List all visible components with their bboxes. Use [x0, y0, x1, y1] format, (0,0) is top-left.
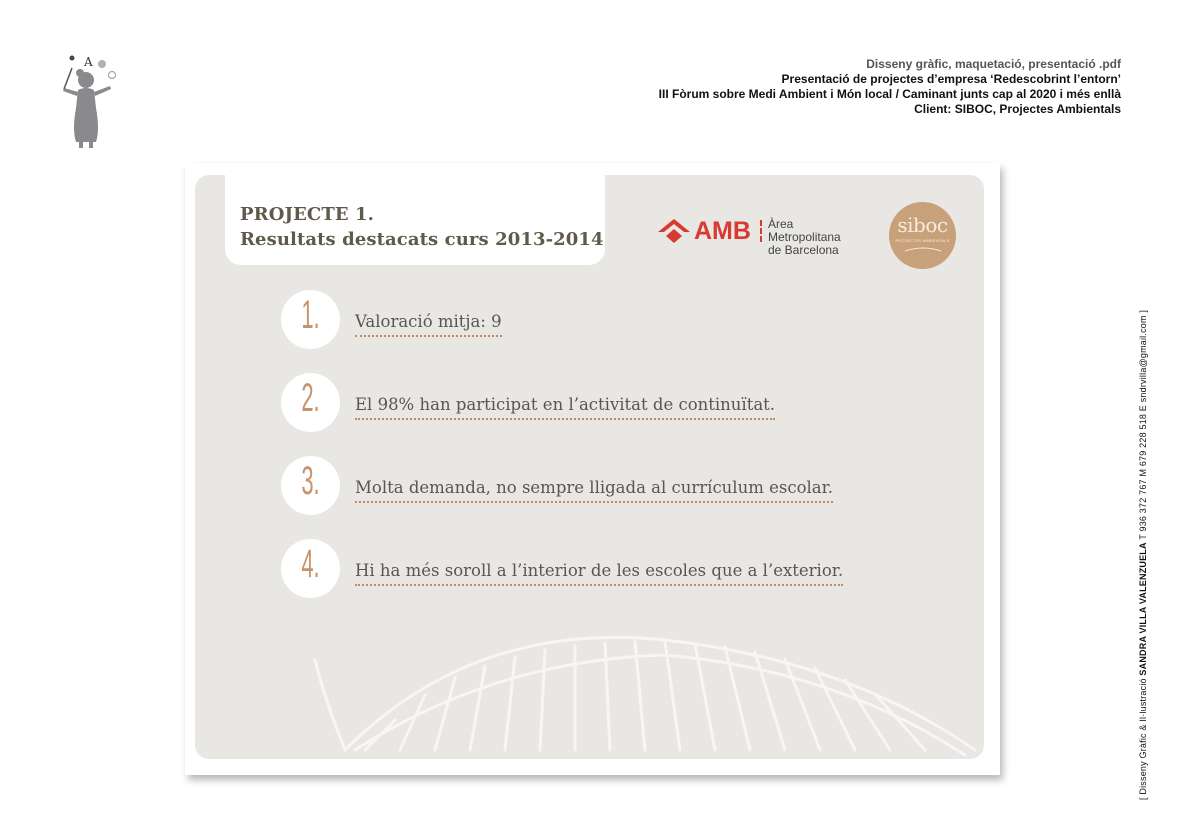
- svg-text:A: A: [84, 55, 93, 69]
- item-number: 2.: [301, 376, 320, 420]
- amb-logo: [658, 213, 868, 257]
- amb-sub-line: Àrea Metropolitana: [768, 217, 841, 244]
- item-text: El 98% han participat en l’activitat de continuïtat.: [355, 395, 775, 420]
- item-text: Hi ha més soroll a l’interior de les escoles que a l’exterior.: [355, 561, 843, 586]
- amb-mark-icon: [658, 219, 690, 245]
- number-circle: [281, 373, 340, 432]
- header-line: Client: SIBOC, Projectes Ambientals: [914, 102, 1121, 116]
- amb-brand: AMB: [694, 217, 751, 245]
- siboc-name: siboc: [897, 213, 948, 237]
- number-circle: [281, 290, 340, 349]
- leaf-illustration: [195, 600, 984, 759]
- credits-email: E sndrvilla@gmail.com: [1138, 315, 1148, 412]
- item-number: 3.: [301, 459, 320, 503]
- header-line: Disseny gràfic, maquetació, presentació .pdf: [866, 57, 1121, 71]
- credits-mobile: M 679 228 518: [1138, 413, 1148, 477]
- amb-subtitle: [768, 218, 868, 257]
- item-number: 4.: [301, 542, 320, 586]
- credits-phone: T 936 372 767: [1138, 479, 1148, 540]
- item-text: Valoració mitja: 9: [355, 312, 502, 337]
- credits-role: Disseny Gràfic & Il·lustració: [1138, 678, 1148, 795]
- bracket-open: [: [1138, 797, 1148, 800]
- siboc-subtitle: PROJECTES AMBIENTALS: [895, 238, 950, 243]
- amb-sub-line: de Barcelona: [768, 243, 839, 257]
- leaf-flourish-icon: [903, 246, 943, 254]
- title-line-2: Resultats destacats curs 2013-2014: [240, 229, 604, 250]
- slide-title: [240, 202, 604, 252]
- item-text: Molta demanda, no sempre lligada al currículum escolar.: [355, 478, 833, 503]
- project-header: [659, 57, 1121, 117]
- credits-name: SANDRA VILLA VALENZUELA: [1138, 542, 1148, 676]
- header-line: Presentació de projectes d’empresa ‘Redescobrint l’entorn’: [781, 72, 1121, 86]
- number-circle: [281, 456, 340, 515]
- bracket-close: ]: [1138, 309, 1148, 313]
- item-number: 1.: [301, 293, 320, 337]
- title-tab: [225, 175, 605, 265]
- amb-divider: [760, 220, 762, 242]
- header-line: III Fòrum sobre Medi Ambient i Món local / Caminant junts cap al 2020 i més enllà: [658, 87, 1121, 101]
- number-circle: [281, 539, 340, 598]
- title-line-1: PROJECTE 1.: [240, 204, 375, 225]
- designer-credits: [1138, 240, 1150, 800]
- illustrated-figure-logo: [52, 50, 124, 150]
- siboc-logo: [889, 202, 956, 269]
